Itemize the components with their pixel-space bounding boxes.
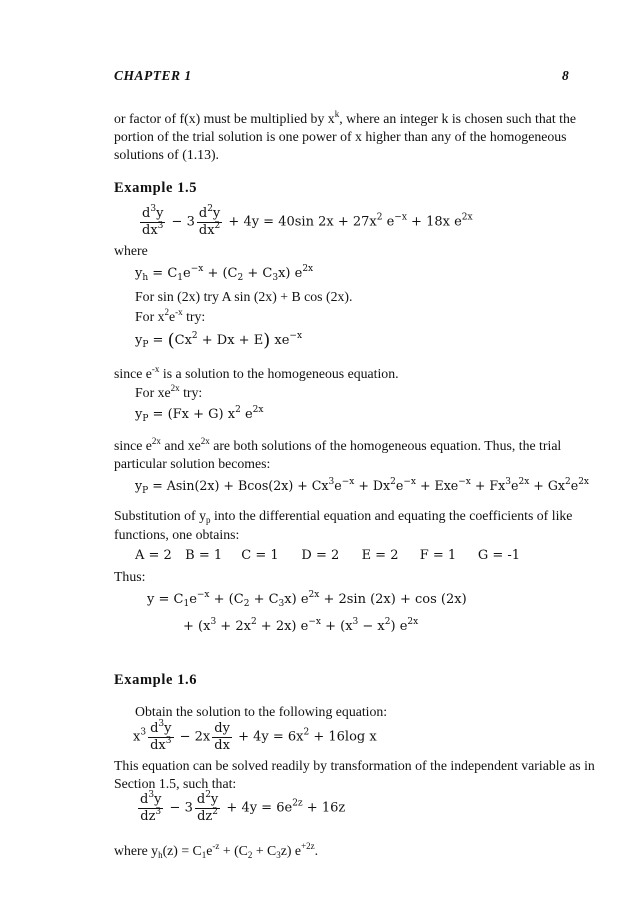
coeff-a: A = 2	[135, 548, 172, 563]
equation-yp-full: $y_P = Asin(2x) + Bcos(2x) + Cx^3e^{-x} + Dx^2e^{-x} + Exe^{-x} + Fx^3e^{2x} + Gx^2e^{2x}$	[135, 477, 590, 496]
particular-line: particular solution becomes:	[114, 456, 271, 471]
intro-line-2: portion of the trial solution is one power of x higher than any of the homogeneous	[114, 129, 567, 144]
thus-label: Thus:	[114, 569, 146, 584]
equation-yh: $y_h = C_1e^{-x} + (C_2 + C_3x)$ $e^{2x}$	[135, 264, 314, 283]
since-e2x-line: since $e^{2x}$ and $xe^{2x}$ are both solutions of the homogeneous equation. Thus, the trial	[114, 436, 562, 453]
where-label: where	[114, 243, 148, 258]
intro-line-1: or factor of f(x) must be multiplied by $x^k$, where an integer k is chosen such that the	[114, 109, 576, 126]
equation-1-6: $x^3$ $\frac{d^3y}{dx^3}$ − 2x $\frac{dy}{dx}$ + $4y = 6x^2 + 16\log$ x	[133, 719, 377, 753]
solved-line-1: This equation can be solved readily by transformation of the independent variable as in	[114, 758, 595, 773]
intro-line-3: solutions of (1.13).	[114, 147, 220, 162]
equation-yp-2: $y_P = (Fx + G)$ $x^2$ $e^{2x}$	[135, 405, 264, 424]
solution-line-1: $y = C_1e^{-x} + (C_2 + C_3x) e^{2x} + 2\sin$ (2x) + cos (2x)	[147, 590, 467, 609]
solved-line-2: Section 1.5, such that:	[114, 776, 237, 791]
substitution-line: Substitution of $y_p$ into the differential equation and equating the coefficients of like	[114, 508, 573, 525]
equation-1-5: $\frac{d^3y}{dx^3}$ − 3 $\frac{d^2y}{dx^2}$ + 4y = 40sin $2x + 27x^2$ $e^{-x} + 18x$ $e^{2x}$	[142, 204, 473, 238]
example-1-5-title: Example 1.5	[114, 180, 198, 196]
for-xe2x-line: For $xe^{2x}$ try:	[135, 383, 203, 400]
equation-z: $\frac{d^3y}{dz^3}$ − 3 $\frac{d^2y}{dz^2}$ + $4y = 6e^{2z} + 16z$	[140, 790, 346, 824]
coeff-g: G = -1	[477, 548, 521, 563]
for-sin-line: For sin (2x) try A sin (2x) + B cos (2x).	[135, 289, 353, 304]
for-x2-line: For $x^2e^{-x}$ try:	[135, 307, 206, 324]
obtain-line: Obtain the solution to the following equation:	[135, 704, 388, 719]
since-ex-line: since $e^{-x}$ is a solution to the homogeneous equation.	[114, 364, 399, 381]
coeff-d: D = 2	[301, 548, 340, 563]
example-1-6-title: Example 1.6	[114, 672, 198, 688]
coeff-f: F = 1	[419, 548, 457, 563]
coeff-e: E = 2	[361, 548, 399, 563]
functions-line: functions, one obtains:	[114, 527, 240, 542]
equation-yp-1: $y_P = (Cx^2 + Dx + E)$ $xe^{-x}$	[135, 330, 303, 351]
coeff-b: B = 1	[185, 548, 223, 563]
coefficients-row	[135, 548, 520, 563]
page-number: 8	[562, 68, 570, 83]
chapter-header: CHAPTER 1	[114, 68, 192, 83]
coeff-c: C = 1	[241, 548, 279, 563]
where-yh-line: where $y_h(z) = C_1e^{-z} + (C_2 + C_3z)$ $e^{+2z}$.	[114, 841, 319, 860]
solution-line-2: + $(x^3 + 2x^2 + 2x) e^{-x} + (x^3 - x^2)$ $e^{2x}$	[183, 617, 419, 634]
